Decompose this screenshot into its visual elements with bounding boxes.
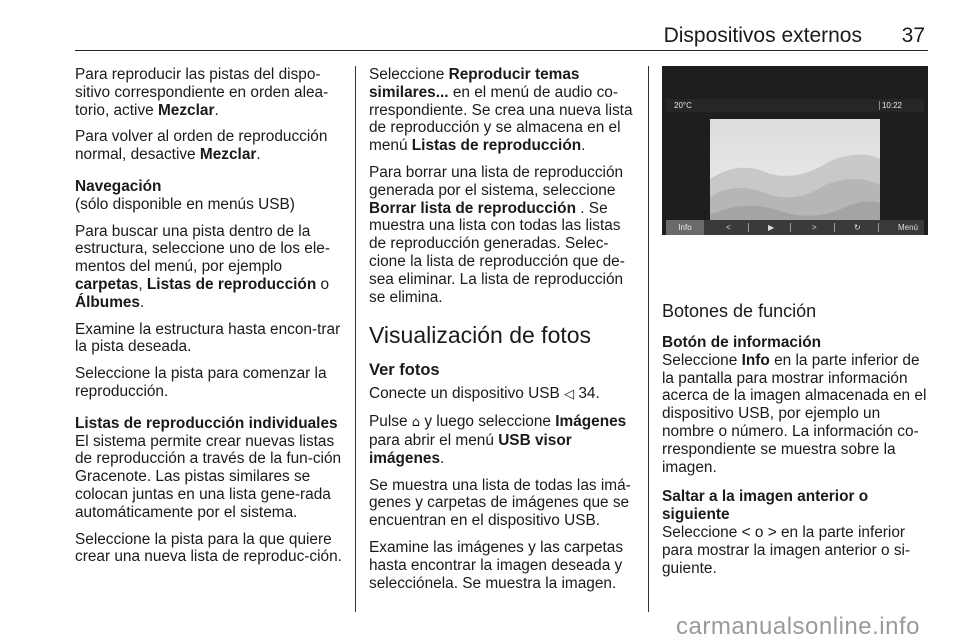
paragraph: Para borrar una lista de reproducción generada por el sistema, seleccione Borrar lista de reproducción . Se muestra una lista con todas las listas de reproducción generadas. Selec-cione la lista de reproducción que de-sea eliminar. La lista de reproducción se elimina. [369,163,625,306]
paragraph: (sólo disponible en menús USB) [75,195,295,213]
paragraph: Para volver al orden de reproducción normal, desactive Mezclar. [75,128,328,164]
page-header [75,24,928,51]
divider [834,223,835,232]
subheading-info: Botón de información [662,334,822,351]
paragraph: Seleccione la pista para la que quiere crear una nueva lista de reproduc-ción. [75,530,342,566]
column-2 [369,66,635,601]
previous-button[interactable]: < [726,223,731,232]
column-divider [648,66,649,612]
header-title: Dispositivos externos [663,24,862,47]
divider [879,101,880,110]
temperature-readout: 20°C [674,101,692,110]
column-3 [662,66,928,586]
menu-term: Mezclar [199,146,257,164]
paragraph: Seleccione la pista para comenzar la reproducción. [75,365,327,400]
chevron-right-icon: > [767,523,777,541]
divider [790,223,791,232]
watermark: carmanualsonline.info [676,613,920,640]
function-bar [666,220,924,235]
subsection-title-ver-fotos: Ver fotos [369,361,440,380]
menu-term: Mezclar [157,101,215,119]
paragraph: Seleccione < o > en la parte inferior para mostrar la imagen anterior o si-guiente. [662,523,911,577]
paragraph: Pulse ⌂ y luego seleccione Imágenes para abrir el menú USB visor imágenes. [369,413,627,467]
paragraph: Seleccione Info en la parte inferior de la pantalla para mostrar información acerca de la imagen almacenada en el dispositivo USB, por ejemplo un nombre o número. La información co-rrespondiente se muestra sobre la imagen. [662,351,927,476]
section-heading-navegacion: Navegación [75,177,162,195]
next-button[interactable]: > [812,223,817,232]
status-bar [666,99,924,112]
paragraph: Examine las imágenes y las carpetas hasta encontrar la imagen deseada y selecciónela. Se muestra la imagen. [369,538,624,592]
screen-illustration [662,66,928,275]
column-1 [75,66,343,575]
paragraph: El sistema permite crear nuevas listas de reproducción a través de la fun-ción Gracenote. Las pistas similares se colocan juntas en una lista gene-rada automáticamente por el sistema. [75,432,342,521]
paragraph: Se muestra una lista de todas las imá-genes y carpetas de imágenes que se encuentran en el dispositivo USB. [369,476,631,530]
column-divider [355,66,356,612]
page-reference-icon: ◁ [564,387,575,403]
section-title-fotos: Visualización de fotos [369,322,592,349]
paragraph: Seleccione Reproducir temas similares... en el menú de audio co-rrespondiente. Se crea una nueva lista de reproducción y se almacena en el menú Listas de reproducción. [369,66,633,155]
paragraph: Examine la estructura hasta encon-trar la pista deseada. [75,320,341,356]
clock-readout: 10:22 [881,101,902,110]
paragraph: Para buscar una pista dentro de la estructura, seleccione uno de los ele-mentos del menú, por ejemplo carpetas, Listas de reproducción o Álbumes. [75,222,330,311]
paragraph: Conecte un dispositivo USB ◁ 34. [369,385,600,403]
page-number: 37 [901,24,925,47]
subheading-skip: Saltar a la imagen anterior o siguiente [662,488,869,524]
home-icon: ⌂ [411,415,421,431]
rotate-button[interactable]: ↻ [854,223,861,232]
divider [878,223,879,232]
play-button[interactable]: ▶ [768,223,775,232]
info-button[interactable]: Info [666,220,704,235]
section-heading-listas: Listas de reproducción individuales [75,414,338,432]
chevron-left-icon: < [741,523,751,541]
paragraph: Para reproducir las pistas del dispo-sitivo correspondiente en orden alea-torio, active Mezclar. [75,66,329,119]
divider [748,223,749,232]
menu-button[interactable]: Menú [897,223,918,232]
screen-lower-strip [662,235,928,275]
section-title-botones: Botones de función [662,301,817,321]
